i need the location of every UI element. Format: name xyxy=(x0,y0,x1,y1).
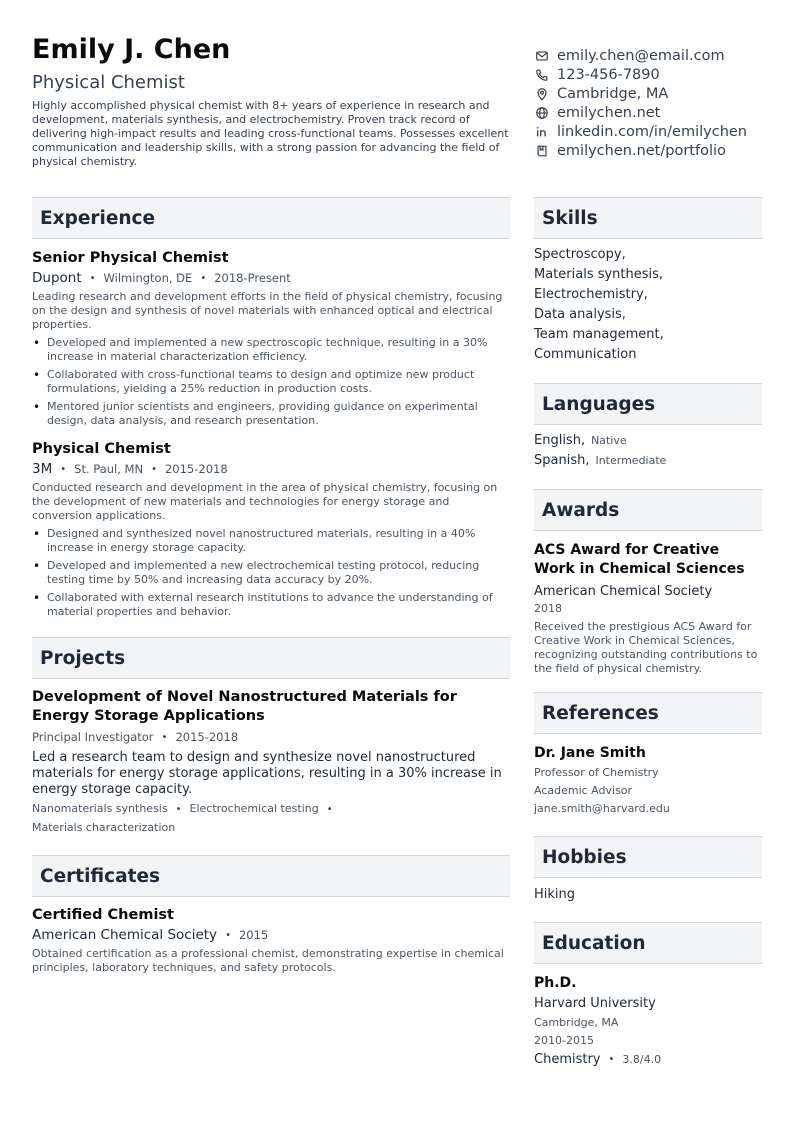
separator-dot: • xyxy=(89,273,96,284)
job-dates: 2018-Present xyxy=(214,271,291,285)
contact-portfolio[interactable] xyxy=(534,141,784,160)
keyword: Materials characterization xyxy=(32,821,176,834)
project-title: Development of Novel Nanostructured Materials for Energy Storage Applications xyxy=(32,689,457,724)
award-year: 2018 xyxy=(534,602,562,615)
separator-dot: • xyxy=(151,464,157,475)
certificate-year: 2015 xyxy=(238,928,269,942)
keyword: Nanomaterials synthesis xyxy=(32,802,168,815)
list-item: • Collaborated with external research institutions to advance the understanding of material properties and behavior. xyxy=(32,591,510,619)
project-description: Led a research team to design and synthesize novel nanostructured materials for energy storage applications, resulting in a 30% increase in energy storage capacity. xyxy=(32,750,502,797)
job-location: St. Paul, MN xyxy=(74,462,144,476)
separator-dot: • xyxy=(225,930,231,941)
list-item: • Mentored junior scientists and engineers, providing guidance on experimental design, data analysis, and research presentation. xyxy=(32,400,510,428)
contact-phone[interactable] xyxy=(534,65,784,84)
certificate-entry xyxy=(32,906,510,975)
languages-list xyxy=(534,431,762,471)
language-level: Intermediate xyxy=(595,454,667,467)
contact-location-text: Cambridge, MA xyxy=(557,85,669,102)
list-item: • Developed and implemented a new electrochemical testing protocol, reducing testing time by 50% and increasing data accuracy by 20%. xyxy=(32,559,510,587)
education-degree: Ph.D. xyxy=(534,975,577,991)
education-entry xyxy=(534,974,762,1069)
skill-item: Data analysis, xyxy=(534,307,626,322)
contact-linkedin-text: linkedin.com/in/emilychen xyxy=(557,123,747,140)
projects-heading: Projects xyxy=(32,637,510,679)
summary-text: Highly accomplished physical chemist with 8+ years of experience in research and development, materials synthesis, and electrochemistry. Proven track record of delivering high-impact results and leading cross-functional teams. Possesses excellent communication and leadership skills, with a strong passion for advancing the field of physical chemistry. xyxy=(32,99,509,168)
certificate-issuer: American Chemical Society xyxy=(32,927,218,943)
language-item xyxy=(534,451,762,471)
job-dates: 2015-2018 xyxy=(164,462,228,476)
languages-heading: Languages xyxy=(534,383,762,425)
job-meta xyxy=(32,271,510,286)
job-bullets xyxy=(32,336,510,428)
side-column xyxy=(534,197,762,1069)
award-org: American Chemical Society xyxy=(534,584,713,599)
contact-location xyxy=(534,84,784,103)
project-dates: 2015-2018 xyxy=(175,730,239,744)
location-pin-icon xyxy=(534,86,549,101)
job-meta xyxy=(32,462,510,477)
job-bullets xyxy=(32,527,510,619)
contact-phone-text: 123-456-7890 xyxy=(557,66,660,83)
resume-header xyxy=(32,34,510,169)
job-description: Leading research and development efforts in the field of physical chemistry, focusing on the design and synthesis of novel materials with enhanced optical and electrical properties. xyxy=(32,290,503,331)
award-title: ACS Award for Creative Work in Chemical Sciences xyxy=(534,542,745,577)
hobbies-list xyxy=(534,886,762,904)
contact-list xyxy=(534,46,784,160)
reference-name: Dr. Jane Smith xyxy=(534,745,646,761)
portfolio-icon xyxy=(534,143,549,158)
skill-item: Communication xyxy=(534,347,637,362)
education-school: Harvard University xyxy=(534,996,656,1011)
awards-heading: Awards xyxy=(534,489,762,531)
certificate-title: Certified Chemist xyxy=(32,907,174,923)
separator-dot: • xyxy=(326,804,333,815)
job-description: Conducted research and development in the area of physical chemistry, focusing on the development of new materials and technologies for energy storage and conversion applications. xyxy=(32,481,498,522)
education-heading: Education xyxy=(534,922,762,964)
job-company: 3M xyxy=(32,461,53,477)
skill-item: Electrochemistry, xyxy=(534,287,648,302)
candidate-title: Physical Chemist xyxy=(32,72,185,93)
skill-item: Materials synthesis, xyxy=(534,267,664,282)
project-meta xyxy=(32,730,510,745)
skill-item: Spectroscopy, xyxy=(534,247,626,262)
list-item: • Developed and implemented a new spectroscopic technique, resulting in a 30% increase in material characterization efficiency. xyxy=(32,336,510,364)
hobby-item: Hiking xyxy=(534,887,576,902)
reference-email[interactable]: jane.smith@harvard.edu xyxy=(534,802,670,815)
mail-icon xyxy=(534,48,549,63)
hobbies-heading: Hobbies xyxy=(534,836,762,878)
reference-relation: Academic Advisor xyxy=(534,784,633,797)
separator-dot: • xyxy=(608,1054,615,1065)
candidate-name: Emily J. Chen xyxy=(32,34,231,65)
contact-linkedin[interactable] xyxy=(534,122,784,141)
language-name: Spanish, xyxy=(534,453,590,468)
contact-website[interactable] xyxy=(534,103,784,122)
separator-dot: • xyxy=(161,732,168,743)
contact-email[interactable] xyxy=(534,46,784,65)
language-item xyxy=(534,431,762,451)
project-entry xyxy=(32,688,510,837)
list-item: • Designed and synthesized novel nanostructured materials, resulting in a 40% increase in energy storage capacity. xyxy=(32,527,510,555)
reference-entry xyxy=(534,744,762,818)
award-entry xyxy=(534,541,762,676)
certificate-meta xyxy=(32,928,510,943)
contact-portfolio-text: emilychen.net/portfolio xyxy=(557,142,726,159)
education-field: Chemistry xyxy=(534,1052,601,1067)
certificates-heading: Certificates xyxy=(32,855,510,897)
separator-dot: • xyxy=(60,464,67,475)
main-column xyxy=(32,197,510,975)
education-location: Cambridge, MA xyxy=(534,1016,619,1029)
award-description: Received the prestigious ACS Award for Creative Work in Chemical Sciences, recognizing outstanding contributions to the field of physical chemistry. xyxy=(534,620,758,675)
job-title: Senior Physical Chemist xyxy=(32,250,229,266)
skills-list xyxy=(534,245,762,365)
list-item: • Collaborated with cross-functional teams to design and optimize new product formulations, yielding a 25% reduction in production costs. xyxy=(32,368,510,396)
references-heading: References xyxy=(534,692,762,734)
education-field-row xyxy=(534,1051,762,1069)
job-entry xyxy=(32,249,510,428)
job-entry xyxy=(32,440,510,619)
job-company: Dupont xyxy=(32,270,82,286)
education-gpa: 3.8/4.0 xyxy=(622,1053,662,1066)
keyword: Electrochemical testing xyxy=(189,802,319,815)
job-title: Physical Chemist xyxy=(32,441,171,457)
project-keywords xyxy=(32,800,510,837)
phone-icon xyxy=(534,67,549,82)
skill-item: Team management, xyxy=(534,327,664,342)
separator-dot: • xyxy=(200,273,207,284)
language-name: English, xyxy=(534,433,586,448)
reference-position: Professor of Chemistry xyxy=(534,766,659,779)
linkedin-icon xyxy=(534,124,549,139)
education-dates: 2010-2015 xyxy=(534,1034,594,1047)
project-role: Principal Investigator xyxy=(32,730,154,744)
separator-dot: • xyxy=(175,804,182,815)
job-location: Wilmington, DE xyxy=(103,271,193,285)
experience-heading: Experience xyxy=(32,197,510,239)
skills-heading: Skills xyxy=(534,197,762,239)
certificate-description: Obtained certification as a professional chemist, demonstrating expertise in chemical principles, laboratory techniques, and safety protocols. xyxy=(32,947,504,974)
contact-website-text: emilychen.net xyxy=(557,104,661,121)
contact-email-text: emily.chen@email.com xyxy=(557,47,725,64)
globe-icon xyxy=(534,105,549,120)
language-level: Native xyxy=(591,434,627,447)
